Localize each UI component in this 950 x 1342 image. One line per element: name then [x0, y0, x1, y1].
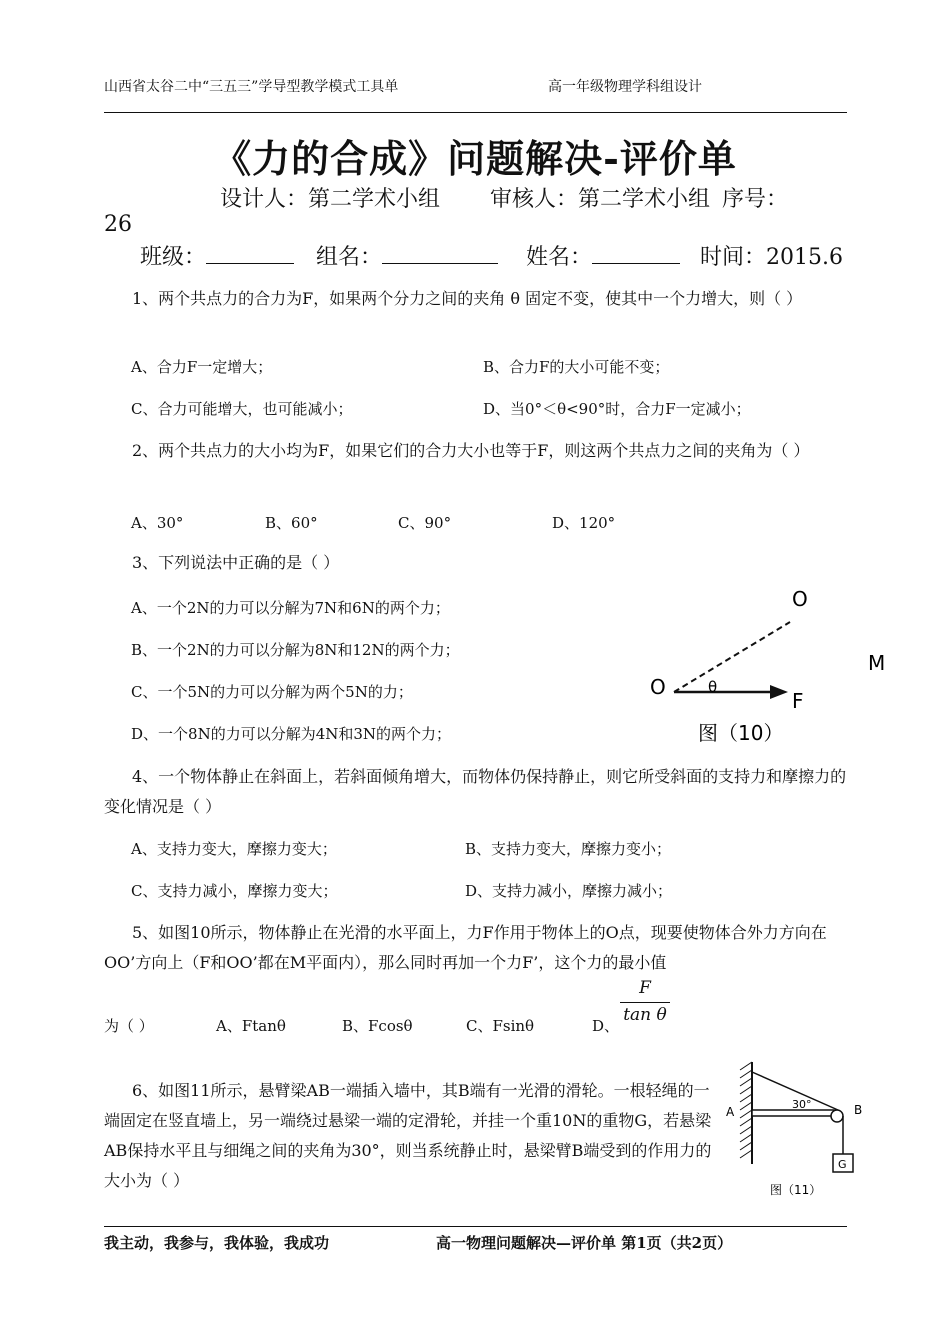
q5-option-b: B、Fcosθ [342, 1017, 413, 1035]
figure-10-caption: 图（10） [698, 721, 784, 745]
q3-option-a: A、一个2N的力可以分解为7N和6N的两个力； [131, 599, 450, 617]
figure-11-caption: 图（11） [770, 1183, 822, 1197]
q2-option-b: B、60° [265, 514, 318, 532]
fraction-denominator: tan θ [623, 1005, 667, 1025]
q5-option-c: C、Fsinθ [466, 1017, 535, 1035]
question-2: 2、两个共点力的大小均为F，如果它们的合力大小也等于F，则这两个共点力之间的夹角为（ ） [132, 441, 810, 460]
dashed-line-oo [674, 622, 790, 692]
group-blank[interactable] [382, 243, 498, 264]
label-angle: 30° [792, 1098, 812, 1111]
page-title: 《力的合成》问题解决-评价单 [213, 136, 737, 181]
label-o: O [650, 675, 666, 699]
group-field: 组名： [316, 240, 498, 271]
fraction [620, 978, 670, 1025]
class-blank[interactable] [206, 243, 294, 264]
question-6: 6、如图11所示，悬臂梁AB一端插入墙中，其B端有一光滑的滑轮。一根轻绳的一端固定在竖直墙上，另一端绕过悬梁一端的定滑轮，并挂一个重10N的重物G，若悬梁AB保持水平且与细绳之间的夹角为30°，则当系统静止时，悬梁臂B端受到的作用力的大小为（ ） [104, 1081, 712, 1190]
header-divider [104, 112, 847, 113]
q5-option-d: D、 [592, 1017, 620, 1035]
q4-option-c: C、支持力减小，摩擦力变大； [131, 882, 338, 900]
footer-page-info: 高一物理问题解决—评价单 第1页（共2页） [436, 1234, 733, 1252]
q4-option-d: D、支持力减小，摩擦力减小； [465, 882, 673, 900]
q3-option-b: B、一个2N的力可以分解为8N和12N的两个力； [131, 641, 460, 659]
footer-divider [104, 1226, 847, 1227]
q4-option-a: A、支持力变大，摩擦力变大； [131, 840, 337, 858]
label-g: G [838, 1158, 847, 1171]
time-field: 时间：2015.6 [700, 245, 843, 270]
label-m: M [868, 651, 886, 675]
q1-option-a: A、合力F一定增大； [131, 358, 273, 376]
q4-option-b: B、支持力变大，摩擦力变小； [465, 840, 672, 858]
question-5: 5、如图10所示，物体静止在光滑的水平面上，力F作用于物体上的O点，现要使物体合外力方向在OO’方向上（F和OO’都在M平面内），那么同时再加一个力F’，这个力的最小值 [104, 923, 827, 972]
q5-option-a: A、Ftanθ [216, 1017, 286, 1035]
header-department: 高一年级物理学科组设计 [548, 79, 702, 95]
header-school: 山西省太谷二中“三五三”学导型教学模式工具单 [104, 79, 399, 95]
question-4: 4、一个物体静止在斜面上，若斜面倾角增大，而物体仍保持静止，则它所受斜面的支持力和摩擦力的变化情况是（ ） [104, 767, 847, 816]
reviewer: 审核人：第二学术小组 [490, 187, 711, 212]
figure-11 [722, 1058, 882, 1203]
footer-motto: 我主动，我参与，我体验，我成功 [104, 1234, 330, 1252]
q2-option-c: C、90° [398, 514, 452, 532]
q1-option-d: D、当0°＜θ<90°时，合力F一定减小； [483, 400, 751, 418]
pulley [831, 1110, 843, 1122]
q1-option-c: C、合力可能增大，也可能减小； [131, 400, 353, 418]
label-a: A [726, 1105, 735, 1119]
designer: 设计人：第二学术小组 [220, 187, 441, 212]
wall-hatching [740, 1062, 752, 1158]
q2-option-d: D、120° [552, 514, 616, 532]
meta-line [220, 182, 788, 213]
q1-option-b: B、合力F的大小可能不变； [483, 358, 670, 376]
name-blank[interactable] [592, 243, 680, 264]
label-f: F [792, 689, 804, 713]
serial-value: 26 [104, 212, 132, 237]
fraction-bar [620, 1002, 670, 1003]
label-b: B [854, 1103, 863, 1117]
question-3: 3、下列说法中正确的是（ ） [132, 553, 340, 572]
fraction-numerator: F [639, 978, 651, 998]
label-o-top: O [792, 587, 808, 611]
q5-answer-prefix: 为（ ） [104, 1017, 154, 1035]
question-1: 1、两个共点力的合力为F，如果两个分力之间的夹角 θ 固定不变，使其中一个力增大，则（ ） [132, 289, 803, 308]
label-theta: θ [708, 678, 718, 696]
arrow-head [770, 685, 788, 699]
figure-10 [640, 580, 940, 750]
q3-option-d: D、一个8N的力可以分解为4N和3N的两个力； [131, 725, 452, 743]
q2-option-a: A、30° [131, 514, 184, 532]
serial-label: 序号： [722, 187, 789, 212]
name-field: 姓名： [526, 240, 680, 271]
q3-option-c: C、一个5N的力可以分解为两个5N的力； [131, 683, 413, 701]
class-field: 班级： [140, 240, 294, 271]
